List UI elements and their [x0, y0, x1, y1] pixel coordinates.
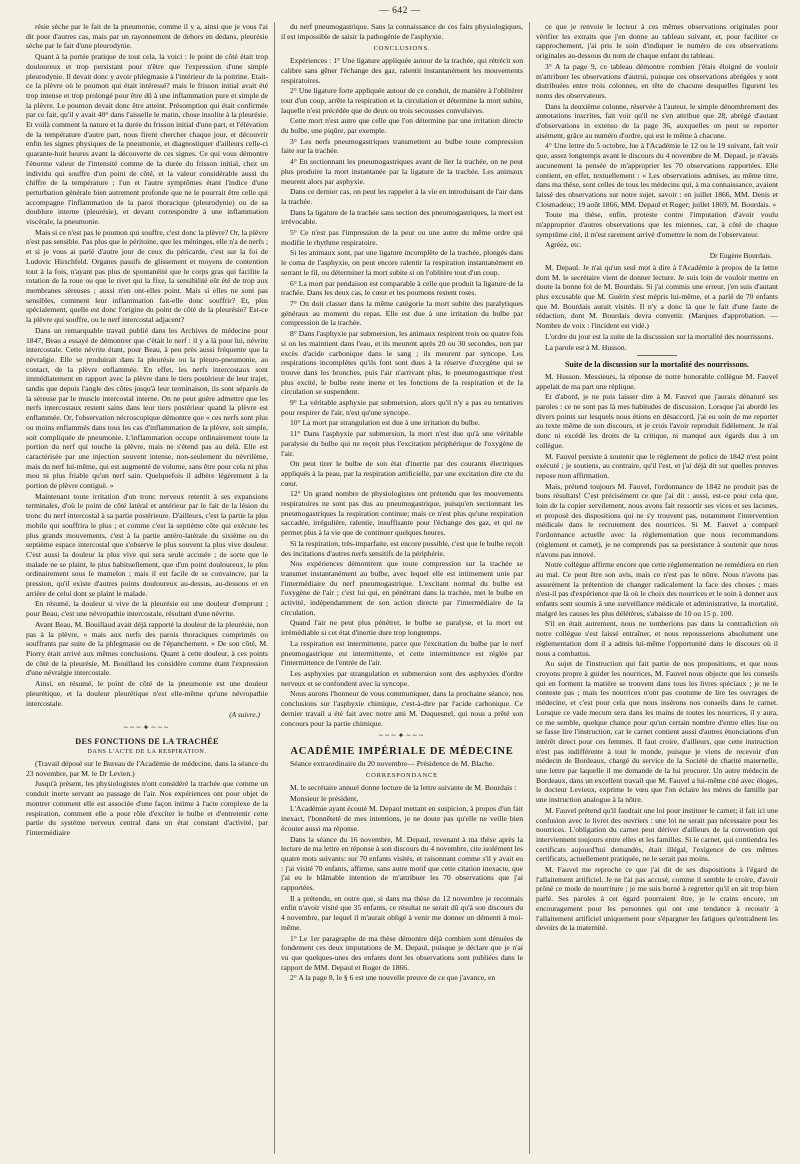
- paragraph: 10° La mort par strangulation est due à une irritation du bulbe.: [290, 418, 480, 428]
- paragraph: Dans ce dernier cas, on peut les rappeler à la vie en introduisant de l'air dans la trachée.: [281, 187, 523, 206]
- paragraph: Nos expériences démontrent que toute compression sur la trachée se transmet instantanément au bulbe, avec lequel elle est intimement unie par l'intermédiaire du nerf pneumogastrique. L'excitant normal du bulbe est l'oxygène de l'air ; c'est lui qui, en pénétrant dans la trachée, met le bulbe en activité, indépendamment de son action directe par l'intermédiaire de la circulation.: [281, 559, 523, 617]
- col2-text: [281, 56, 523, 728]
- paragraph: Notre collègue affirme encore que cette réglementation ne remédiera en rien au mal. Ce peut être son avis, mais ce n'est pas le nôtre. Nous n'avons pas assurément la prétention de changer radicalement la face des choses ; mais n'est-il pas d'expérience que là où le choix des nourrices et le soin à donner aux enfants sont soumis à une surveillance médicale et administrative, la mortalité, malgré les causes les plus délétères, s'abaisse de 10 ou 15 p. 100.: [536, 560, 778, 618]
- paragraph: 9° La véritable asphyxie par submersion, alors qu'il n'y a pas eu tentatives pour respirer de l'air, n'est qu'une syncope.: [281, 398, 523, 417]
- paragraph: 2° Une ligature forte appliquée autour de ce conduit, de manière à l'oblitérer tout d'un coup, arrête la respiration et la circulation et détermine la mort subite, laquelle n'est précédée que de deux ou trois secousses convulsives.: [281, 86, 523, 115]
- col3-text-c: [536, 372, 778, 933]
- paragraph: Agréez, etc.: [545, 240, 582, 250]
- session-line: Séance extraordinaire du 20 novembre— Présidence de M. Blache.: [290, 758, 495, 768]
- paragraph: 3° Les nerfs pneumogastriques transmettent au bulbe toute compression faite sur la trachée.: [281, 136, 523, 156]
- paragraph: L'ordre du jour est la suite de la discussion sur la mortalité des nourrissons.: [545, 331, 774, 341]
- column-1: [26, 22, 268, 1154]
- paragraph: ce que je renvoie le lecteur à ces mêmes observations originales pour vérifier les extraits que j'en donne au tableau suivant, et, pour faciliter ce rapprochement, j'ai pris le soin d'indiquer le numéro de ces observations originales au-dessous du nom de chaque enfant du tableau.: [536, 22, 778, 61]
- paragraph: La respiration est intermittente, parce que l'excitation du bulbe par le nerf pneumogastrique est intermittente, et cette intermittence est réglée par l'intermittence de l'entrée de l'air.: [281, 638, 523, 668]
- paragraph: On peut tirer le bulbe de son état d'inertie par des courants électriques appliqués à la peau, par la respiration artificielle, par une excitation dire cte du cœur.: [281, 459, 523, 488]
- paragraph: Au sujet de l'instruction qui fait partie de nos propositions, et que nous croyons propre à guider les nourrices, M. Fauvel nous objecte que les conseils qui en forment la matière se trouvent dans tous les livres spéciaux ; je ne le conteste pas ; mais les nourrices n'ont pas coutume de lire les ouvrages de médecine, et c'est pour cela que nous insérons nos conseils dans le carnet. Lorsque ce vade mecum sera dans les mains de toutes les nourrices, il y aura, ce me semble, quelque chance pour qu'un certain nombre d'entre elles lise ou se fasse lire l'instruction, car le carnet contient aussi d'autres énonciations d'un intérêt direct pour ces femmes. Il faut croire, d'ailleurs, que cette instruction n'est pas indifférente à tout le monde, puisque je viens de recevoir d'un médecin de Bordeaux, chargé du service de la Société de charité maternelle, une lettre par laquelle il me demande de la lui procurer. Un autre médecin de Bordeaux, dans un excellent travail que M. Fauvel a lui-même cité avec éloges, le docteur Levieux, exprime le vœu que l'on éclaire les mères de famille par une instruction analogue à la nôtre.: [536, 659, 778, 805]
- column-rule: [274, 22, 275, 1154]
- paragraph: Avant Beau, M. Bouillaud avait déjà rapporté la douleur de la pleurésie, non pas à la plèvre, « mais aux nerfs des parois thoraciques comprimés ou souffrants par suite de la phlegmasie ou de l'épanchement. » De son côté, M. Piorry était arrivé aux mêmes conclusions. Quant à cette douleur, à ces points de côté de la pleurésie, M. Bouillaud les considère comme étant l'expression d'une névralgie intercostale.: [26, 619, 268, 678]
- column-2: [281, 22, 523, 1154]
- paragraph: Si les animaux sont, par une ligature incomplète de la trachée, plongés dans le coma de l'asphyxie, on peut encore ralentir la respiration instantanément en serrant le fil, ou déterminer la mort subite si on l'oblitère tout d'un coup.: [281, 248, 523, 277]
- paragraph: 2° A la page 8, le § 6 est une nouvelle preuve de ce que j'avance, en: [290, 973, 496, 983]
- paragraph: M. Depaul. Je n'ai qu'un seul mot à dire à l'Académie à propos de la lettre dont M. le secrétaire vient de donner lecture. Je suis loin de vouloir mettre en doute la bonne foi de M. Bourdais. Si j'ai commis une erreur, j'en suis d'autant plus excusable que M. Guérin s'est mépris lui-même, et a parlé de 70 enfants que M. Bourdais aurait visités. Il n'y a donc là que le fait d'une faute de rédaction, dont M. Bourdais devra convenir. (Marques d'approbation. — Nombre de voix : l'incident est vidé.): [536, 262, 778, 331]
- ornament-divider: ~~~✦~~~: [378, 731, 426, 741]
- signature: Dr Eugène Bourdais.: [709, 251, 772, 261]
- paragraph: 8° Dans l'asphyxie par submersion, les animaux respirent trois ou quatre fois si on les maintient dans l'eau, et ils meurent après 20 ou 30 secondes, non par excès d'acide carbonique dans le sang ; ils meurent par syncope. Les respirations incomplètes qu'ils font sont dues à la réserve d'oxygène qui se trouve dans les bronches, puis l'air n'arrivant plus, le pneumogastrique n'est plus excité, le bulbe reste inerte et les fonctions de la respiration et de la circulation se suspendent.: [281, 329, 523, 397]
- correspondance-heading: CORRESPONDANCE: [366, 772, 438, 780]
- column-3: [536, 22, 778, 1154]
- col3-text: [536, 22, 778, 250]
- paragraph: Mais si ce n'est pas le poumon qui souffre, c'est donc la plèvre? Or, la plèvre n'est pas sensible. Pas plus que le péritoine, que les méninges, elle n'a de nerfs ; et si je vous ai parlé d'autre jour de ceux du péricarde, c'est sur la foi de Ludovic Hirschfeld. Organes passifs de glissement et moyens de contention tout à la fois, n'ayant pas plus de spontanéité que le corps gras qui facilite la rotation de la roue ou que le rivet qui la fixe, la sensibilité eût été de trop aux membranes séreuses ; aussi n'en ont-elles point. Mais si elles ne sont pas sensibles, comment leur inflammation fait-elle donc souffrir? Et, plus spécialement, quelle est donc l'origine du point de côté de la pleurésie? Est-ce la plèvre qui souffre, ou le nerf intercostal adjacent?: [26, 227, 268, 325]
- paragraph: résie sèche par le fait de la pneumonie, comme il y a, ainsi que je vous l'ai dit pour d'autres cas, mais par un rayonnement de dehors en dedans, pleurésie sèche par le fait d'une pleurodynie.: [26, 22, 268, 51]
- conclusions-heading: CONCLUSIONS.: [373, 45, 431, 53]
- paragraph: M. Fauvel prétend qu'il faudrait une loi pour instituer le carnet; il fait ici une confusion avec le livret des ouvriers : une loi ne serait pas nécessaire pour les nourrices. L'obligation du carnet peut dériver d'ailleurs de la convention qui interviennent toujours entre elles et les familles. Si le carnet, qui contiendra les certificats aujourd'hui demandés, était illégal, l'exigence de ces mêmes certificats, actuellement pratiquée, ne le serait pas moins.: [536, 805, 778, 864]
- paragraph: M. Fauvel me reproche ce que j'ai dit de ses dispositions à l'égard de l'allaitement artificiel. Je ne l'ai pas accusé, comme il semble le croire, d'avoir prôné ce mode de nourriture ; je me suis borné à regretter qu'il en ait trop bien parlé. Ses paroles à cet égard pourraient être, je le crains encore, un encouragement pour les personnes qui ont une tendance à recourir à l'allaitement artificiel uniquement pour s'épargner les fatigues qu'entraînent les devoirs de la maternité.: [536, 865, 778, 933]
- paragraph: Ainsi, en résumé, le point de côté de la pneumonie est une douleur pleurétique, et la douleur pleurétique n'est elle-même qu'une névropathie intercostale.: [26, 679, 268, 708]
- paragraph: 5° Ce n'est pas l'impression de la peur ou une autre du même ordre qui modifie le rhythme respiratoire.: [281, 228, 523, 247]
- paragraph: du nerf pneumogastrique. Sans la connaissance de ces faits physiologiques, il est impossible de saisir la pathogénie de l'asphyxie.: [281, 22, 523, 41]
- paragraph: Expériences : 1° Une ligature appliquée autour de la trachée, qui rétrécit son calibre sans gêner l'échange des gaz, ralentit instantanément les mouvements respiratoires.: [281, 56, 523, 85]
- paragraph: S'il en était autrement, nous ne tomberions pas dans la contradiction où notre collègue s'est laissé entraîner, et nous repousserions absolument une réglementation dont il a admis lui-même l'opportunité dans le discours où il nous a combattus.: [536, 619, 778, 658]
- paragraph: Mais, prétend toujours M. Fauvel, l'ordonnance de 1842 ne produit pas de bons résultats! C'est précisément ce que j'ai dit : aussi, est-ce pour cela que, loin de la copier servilement, nous avons fait ressortir ses vices et ses lacunes, et proposé des dispositions qui ne s'y trouvent pas, notamment l'intervention médicale dans le recrutement des nourrices. Si M. Fauvel a comparé l'ordonnance actuelle avec la réglementation que nous recommandons (règlement et carnet), je ne comprends pas sa persistance à soutenir que nous n'avons pas innové.: [536, 481, 778, 559]
- paragraph: Dans la deuxième colonne, réservée à l'auteur, le simple dénombrement des annotations inscrites, fait voir qu'il ne s'en attribue que 28, abrégé d'autant d'observations in extenso de la page 36, auxquelles on peut se reporter aisément, grâce au numéro d'ordre, qui est le même à chacune.: [536, 101, 778, 140]
- column-rule: [529, 22, 530, 1154]
- ornament-divider: ~~~✦~~~: [123, 722, 171, 732]
- paragraph: Nous aurons l'honneur de vous communiquer, dans la prochaine séance, nos conclusions sur l'asphyxie chimique, c'est-à-dire par l'acide carbonique. Ce dernier travail a été fait avec notre ami M. Duquesnel, qui nous a prêté son concours pour la partie chimique.: [281, 689, 523, 728]
- col1-article-text: [26, 759, 268, 838]
- paragraph: La parole est à M. Husson.: [545, 342, 627, 352]
- article-title: DES FONCTIONS DE LA TRACHÉE: [75, 736, 219, 746]
- paragraph: Toute ma thèse, enfin, proteste contre l'imputation d'avoir voulu m'approprier d'autres observations que les miennes, car, à côté de chaque symptôme cité, il m'est rarement arrivé d'omettre le nom de l'observateur.: [536, 210, 778, 239]
- paragraph: Quand l'air ne peut plus pénétrer, le bulbe se paralyse, et la mort est irrémédiable si cet état d'inertie dure trop longtemps.: [281, 618, 523, 638]
- paragraph: Monsieur le président,: [290, 793, 359, 803]
- paragraph: Dans un remarquable travail publié dans les Archives de médecine pour 1847, Beau a essayé de démontrer que c'était le nerf : il y a là pour lui, névrite intercostale. Cette névrite étant, pour Beau, à peu près aussi fréquente que la névralgie. Elle se produirait dans la pleurésie ou la pleuro-pneumonie, au contact, de la plèvre enflammée. En effet, les nerfs intercostaux sont immédiatement en rapport avec la plèvre dans le tiers postérieur de leur trajet, tandis que depuis l'angle des côtes jusqu'à leur terminaison, ils sont séparés de la séreuse par le muscle intercostal interne. On ne peut guère admettre que les nerfs intercostaux restent sains dans leur tiers postérieur quand la plèvre est enflammée. Or, l'observation nécroscopique démontre que « ces nerfs sont plus ou moins enflammés dans tous les cas d'inflammation de la plèvre, soit simple, soit compliquée de pneumonie. L'inflammation occupe ordinairement toute la portion du nerf qui touche la plèvre, mais ne s'étend pas au delà. Elle est caractérisée par une injection souvent intense, non-seulement du névrilème, mais du nerf lui-même, qui est augmenté de volume, sans être pour cela ni plus mou ni plus friable qu'un nerf sain. Quelquefois il adhère légèrement à la portion de plèvre contiguë. »: [26, 325, 268, 491]
- paragraph: M. Fauvel persiste à soutenir que le règlement de police de 1842 n'est point exécuté ; je soutiens, au contraire, qu'il l'est, et j'ai déjà dit sur quelles preuves repose mon affirmation.: [536, 451, 778, 480]
- paragraph: Dans la ligature de la trachée sans section des pneumogastriques, la mort est irrévocable.: [281, 207, 523, 227]
- discussion-heading: Suite de la discussion sur la mortalité des nourrissons.: [564, 360, 750, 370]
- paragraph: 1° Le 1er paragraphe de ma thèse démontre déjà combien sont dénuées de fondement ces deux imputations de M. Depaul, puisque je déclare que je n'ai vu que quelques-unes des enfants dont les observations sont publiées dans le rapport de MM. Depaul et Roger de 1866.: [281, 933, 523, 972]
- paragraph: Quant à la portée pratique de tout cela, la voici : le point de côté était trop douloureux et trop persistant pour n'être que l'expression d'une simple pleurodynie. Il devait donc y avoir phlegmasie à l'intérieur de la poitrine. Etait-ce la plèvre où le poumon qui était intéressé? mais le frisson initial avait été trop intense et trop prolongé pour être dû à une inflammation pure et simple de la plèvre. Le poumon devait donc être atteint. Présomption qui était confirmée par ce fait, qu'il y avait 40° dans l'aisselle le matin, chose insolite à la pleurésie. Et voilà comment la nature et la durée du frisson initial d'une part, et l'élévation de la température d'autre part, nous firent chercher chaque jour, et découvrir enfin les signes physiques de la pneumonie, et diagnostiquer d'ailleurs celle-ci quarante-huit heures avant la découverte de ces signes. Ce qui vous démontre l'énorme valeur de l'intensité comme de la durée du frisson initial, chez un individu qui souffre d'un point de côté, et la valeur considérable aussi du chiffre de la température ; l'un et l'autre symptômes étant l'indice d'une perturbation générale bien autrement profonde que ne le pourrait être celle qui accompagne l'inflammation de la paroi thoracique (pleurodynie) ou de sa doublure interne (pleurésie), et devant correspondre à une inflammation viscérale, la pneumonie.: [26, 52, 268, 227]
- paragraph: (Travail déposé sur le Bureau de l'Académie de médecine, dans la séance du 23 novembre, par M. le Dr Levien.): [26, 759, 268, 778]
- paragraph: 4° Une lettre du 5 octobre, lue à l'Académie le 12 ou le 19 suivant, fait voir que, assez longtemps avant le discours du 4 novembre de M. Depaul, je n'avais aucunement la pensée de m'approprier les 70 observations rapportées. Elle contient, en effet, textuellement : « Les observations admises, au même titre, dans ma thèse, sont celles de tous les médecins qui, à ma connaissance, avaient laissé des observations sur notre sujet, savoir : en juillet 1866, MM. Denis et Closmadeuc; 19 août 1866, MM. Depaul et Roger; juillet 1869, M. Bourdais. »: [536, 141, 778, 209]
- paragraph: 12° Un grand nombre de physiologistes ont prétendu que les mouvements respiratoires ne sont pas dus au pneumogastrique, puisqu'en sectionnant les pneumogastriques la respiration continue; mais ce n'est plus qu'une respiration saccadée, irrégulière, ralentie, insuffisante pour l'échange des gaz, et qui ne permet plus à la vie que de continuer quelques heures.: [281, 489, 523, 538]
- paragraph: L'Académie ayant écouté M. Depaul mettant en suspicion, à propos d'un fait inexact, l'honnêteté de mes intentions, je ne doute pas qu'elle ne veille bien écouter aussi ma réponse.: [281, 804, 523, 833]
- page-number: — 642 —: [379, 6, 421, 16]
- col1-text: [26, 22, 268, 708]
- academy-heading: ACADÉMIE IMPÉRIALE DE MÉDECINE: [290, 745, 514, 757]
- paragraph: Maintenant toute irritation d'un tronc nerveux retentit à ses expansions terminales, d'où le point de côté latéral et antérieur par le fait de la lésion du tronc du nerf intercostal à sa partie postérieure. D'ailleurs, c'est la partie la plus mobile qui souffrira le plus ; et comme c'est la septième côte qui exécute les plus grands mouvements, c'est à la partie antéro-latérale du sixième ou du septième espace intercostal que s'observe le plus souvent la plus vive douleur. C'est aussi la douleur la plus vive qui sera seule accusée ; de sorte que le malade ne se plaint, le plus habituellement, que d'un point douloureux, le plus ordinairement sous le mamelon ; mais il est facile de se convaincre, par la pression, qu'il existe d'autres points douloureux au-dessus, au-dessous et en arrière de celui dont se plaint le malade.: [26, 491, 268, 598]
- paragraph: M. Husson. Messieurs, la réponse de notre honorable collègue M. Fauvel appelait de ma part une réplique.: [536, 371, 778, 391]
- paragraph: 7° On doit classer dans la même catégorie la mort subite des paralytiques généraux au moment du repas. Elle est due à une irritation du bulbe par compression de la trachée.: [281, 298, 523, 328]
- col2-top-text: [281, 22, 523, 41]
- article-subtitle: DANS L'ACTE DE LA RESPIRATION.: [87, 748, 207, 756]
- paragraph: Jusqu'à présent, les physiologistes n'ont considéré la trachée que comme un conduit inerte servant au passage de l'air. Nos expériences ont pour objet de montrer comment elle est associée d'une façon intime à l'acte complexe de la respiration, comment elle a pour rôle d'exciter le bulbe et d'entretenir cette partie du système nerveux central dans un état constant d'activité, par l'intermédiaire: [26, 779, 268, 837]
- paragraph: 4° En sectionnant les pneumogastriques avant de lier la trachée, on ne peut plus produire la mort instantanée par la ligature de la trachée. Les animaux meurent alors par asphyxie.: [281, 157, 523, 186]
- paragraph: 3° A la page 9, ce tableau démontre combien j'étais éloigné de vouloir m'attribuer les observations d'autrui, puisque ces observations abrégées y sont distribuées entre trois colonnes, en tête de chacune desquelles figurent les noms des observateurs.: [536, 61, 778, 100]
- paragraph: Les asphyxies par strangulation et submersion sont des asphyxies d'ordre nerveux et se confondent avec la syncope.: [281, 669, 523, 688]
- paragraph: Cette mort n'est autre que celle que l'on détermine par une irritation directe du bulbe, une piqûre, par exemple.: [281, 116, 523, 136]
- col2-academy-text: [281, 783, 523, 983]
- paragraph: Dans la séance du 16 novembre, M. Depaul, revenant à ma thèse après la lecture de ma lettre en réponse à son discours du 4 novembre, cite isolément les quatre mots suivants: sur 70 enfants visités, et raisonnant comme s'il y avait eu : j'ai visité 70 enfants, affirme, sans autre motif que cette citation inexacte, que j'ai eu le blâmable intention de m'attribuer les 70 observations que j'ai rapportées.: [281, 834, 523, 893]
- paragraph: Si la respiration, très-imparfaite, est encore possible, c'est que le bulbe reçoit des incitations d'autres nerfs sensitifs de la périphérie.: [281, 538, 523, 558]
- paragraph: En résumé, la douleur si vive de la pleurésie est une douleur d'emprunt ; pour Beau, c'est une névropathie intercostale, résultant d'une névrite.: [26, 599, 268, 619]
- paragraph: Il a prétendu, en outre que, si dans ma thèse du 12 novembre je reconnais enfin n'avoir visité que 35 enfants, ce résultat ne serait dû qu'à son discours du 4 novembre, par lequel il m'aurait obligé à venir me donner un démenti à moi-même.: [281, 893, 523, 932]
- col3-text-b: [536, 263, 778, 352]
- paragraph: M. le secrétaire annuel donne lecture de la lettre suivante de M. Bourdais :: [290, 783, 517, 793]
- divider: [637, 355, 677, 356]
- paragraph: 6° La mort par pendaison est comparable à celle que produit la ligature de la trachée. Dans les deux cas, le cœur et les poumons restent roses.: [281, 278, 523, 298]
- to-be-continued: (A suivre.): [229, 710, 260, 720]
- paragraph: Et d'abord, je ne puis laisser dire à M. Fauvel que j'aurais dénaturé ses paroles : ce ne sont pas là mes habitudes de discussion. Lorsque j'ai abordé les divers points sur lesquels nous étions en désaccord, j'ai eu soin de me reporter au texte même de son discours, et je crois l'avoir reproduit fidèlement. Je n'ai donc ni excédé les droits de la critique, ni manqué aux égards dus à un collègue.: [536, 392, 778, 450]
- columns: [26, 22, 778, 1154]
- paragraph: 11° Dans l'asphyxie par submersion, la mort n'est due qu'à une véritable paralysie du bulbe qui ne reçoit plus l'excitation périphérique de l'oxygène de l'air.: [281, 429, 523, 458]
